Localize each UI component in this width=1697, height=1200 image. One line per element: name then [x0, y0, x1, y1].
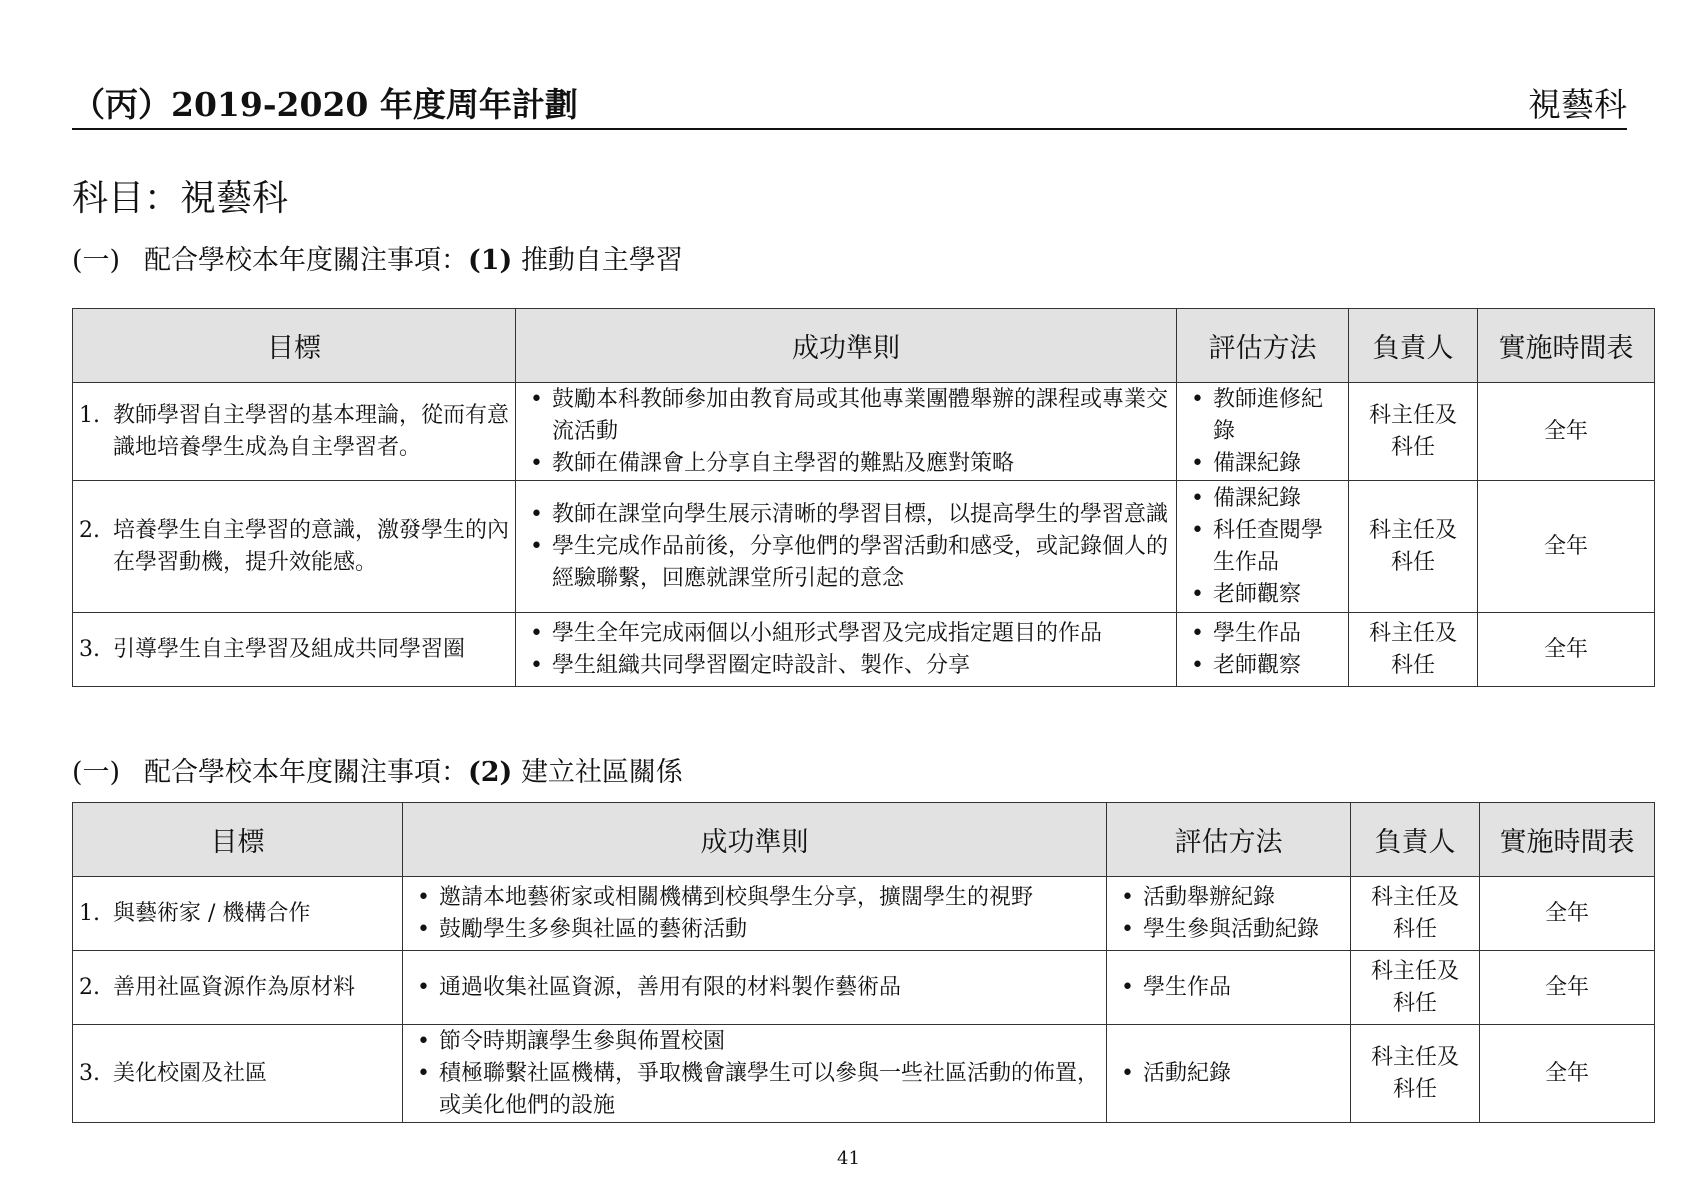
col-header: 目標	[73, 803, 403, 877]
criteria-cell	[403, 951, 1107, 1025]
col-header: 負責人	[1349, 309, 1478, 383]
section-number: (一)	[72, 757, 121, 788]
criteria-item: • 積極聯繫社區機構，爭取機會讓學生可以參與一些社區活動的佈置，或美化他們的設施	[409, 1058, 1100, 1122]
goal-number: 3.	[79, 1060, 100, 1086]
goal-cell	[73, 613, 516, 687]
goal-text: 教師學習自主學習的基本理論，從而有意識地培養學生成為自主學習者。	[113, 402, 510, 460]
method-item: • 老師觀察	[1183, 579, 1342, 611]
method-cell	[1107, 877, 1351, 951]
person-cell: 科主任及科任	[1349, 481, 1478, 613]
goal-number: 2.	[79, 517, 100, 543]
plan-table-2	[72, 802, 1655, 1123]
table-row	[73, 481, 1655, 613]
table-row	[73, 1025, 1655, 1123]
person-cell: 科主任及科任	[1351, 877, 1480, 951]
criteria-item: • 教師在備課會上分享自主學習的難點及應對策略	[522, 448, 1170, 480]
header-subject: 視藝科	[1528, 85, 1627, 124]
table-row	[73, 877, 1655, 951]
section-title-2	[72, 750, 683, 789]
goal-cell	[73, 383, 516, 481]
goal-cell	[73, 877, 403, 951]
person-cell: 科主任及科任	[1351, 951, 1480, 1025]
criteria-cell	[516, 481, 1177, 613]
method-cell	[1107, 951, 1351, 1025]
method-cell	[1107, 1025, 1351, 1123]
col-header: 評估方法	[1107, 803, 1351, 877]
person-cell: 科主任及科任	[1349, 613, 1478, 687]
col-header: 成功準則	[403, 803, 1107, 877]
col-header: 實施時間表	[1478, 309, 1655, 383]
col-header: 負責人	[1351, 803, 1480, 877]
goal-number: 2.	[79, 974, 100, 1000]
time-cell: 全年	[1480, 951, 1655, 1025]
time-cell: 全年	[1478, 383, 1655, 481]
time-cell: 全年	[1480, 877, 1655, 951]
section-topic: 推動自主學習	[520, 245, 683, 276]
criteria-cell	[516, 383, 1177, 481]
section-title-1	[72, 238, 683, 277]
goal-cell	[73, 951, 403, 1025]
col-header: 成功準則	[516, 309, 1177, 383]
criteria-item: • 邀請本地藝術家或相關機構到校與學生分享，擴闊學生的視野	[409, 882, 1100, 914]
method-cell	[1177, 613, 1349, 687]
criteria-item: • 通過收集社區資源，善用有限的材料製作藝術品	[409, 972, 1100, 1004]
section-prefix: 配合學校本年度關注事項：	[144, 245, 468, 276]
goal-number: 1.	[79, 402, 100, 428]
time-cell: 全年	[1478, 613, 1655, 687]
method-item: • 備課紀錄	[1183, 483, 1342, 515]
goal-cell	[73, 1025, 403, 1123]
col-header: 評估方法	[1177, 309, 1349, 383]
page-number: 41	[837, 1148, 860, 1169]
goal-number: 3.	[79, 636, 100, 662]
criteria-cell	[516, 613, 1177, 687]
method-item: • 老師觀察	[1183, 650, 1342, 682]
col-header: 實施時間表	[1480, 803, 1655, 877]
method-item: • 教師進修紀錄	[1183, 384, 1342, 448]
section-topic: 建立社區關係	[520, 757, 683, 788]
criteria-item: • 學生組織共同學習圈定時設計、製作、分享	[522, 650, 1170, 682]
criteria-cell	[403, 1025, 1107, 1123]
method-item: • 備課紀錄	[1183, 448, 1342, 480]
method-item: • 學生作品	[1183, 618, 1342, 650]
time-cell: 全年	[1480, 1025, 1655, 1123]
criteria-cell	[403, 877, 1107, 951]
criteria-item: • 節令時期讓學生參與佈置校園	[409, 1026, 1100, 1058]
table-row	[73, 613, 1655, 687]
goal-text: 培養學生自主學習的意識，激發學生的內在學習動機，提升效能感。	[113, 517, 510, 575]
criteria-item: • 學生完成作品前後，分享他們的學習活動和感受，或記錄個人的經驗聯繫，回應就課堂所引起的意念	[522, 531, 1170, 595]
goal-text: 與藝術家 / 機構合作	[113, 900, 311, 926]
section-number: (一)	[72, 245, 121, 276]
goal-text: 引導學生自主學習及組成共同學習圈	[113, 636, 466, 662]
criteria-item: • 教師在課堂向學生展示清晰的學習目標，以提高學生的學習意識	[522, 499, 1170, 531]
col-header: 目標	[73, 309, 516, 383]
section-item: (1)	[468, 245, 513, 276]
goal-text: 美化校園及社區	[113, 1060, 268, 1086]
method-item: • 活動舉辦紀錄	[1113, 882, 1344, 914]
method-item: • 科任查閱學生作品	[1183, 515, 1342, 579]
subject-heading: 科目：視藝科	[72, 178, 289, 219]
time-cell: 全年	[1478, 481, 1655, 613]
goal-text: 善用社區資源作為原材料	[113, 974, 356, 1000]
table-row	[73, 951, 1655, 1025]
criteria-item: • 學生全年完成兩個以小組形式學習及完成指定題目的作品	[522, 618, 1170, 650]
method-item: • 學生參與活動紀錄	[1113, 914, 1344, 946]
table-row	[73, 383, 1655, 481]
plan-title: （丙）2019-2020 年度周年計劃	[72, 85, 578, 124]
person-cell: 科主任及科任	[1349, 383, 1478, 481]
page-header	[72, 84, 1627, 130]
criteria-item: • 鼓勵學生多參與社區的藝術活動	[409, 914, 1100, 946]
person-cell: 科主任及科任	[1351, 1025, 1480, 1123]
method-item: • 學生作品	[1113, 972, 1344, 1004]
criteria-item: • 鼓勵本科教師參加由教育局或其他專業團體舉辦的課程或專業交流活動	[522, 384, 1170, 448]
method-item: • 活動紀錄	[1113, 1058, 1344, 1090]
section-item: (2)	[468, 757, 513, 788]
goal-cell	[73, 481, 516, 613]
method-cell	[1177, 481, 1349, 613]
plan-table-1	[72, 308, 1655, 687]
goal-number: 1.	[79, 900, 100, 926]
section-prefix: 配合學校本年度關注事項：	[144, 757, 468, 788]
method-cell	[1177, 383, 1349, 481]
